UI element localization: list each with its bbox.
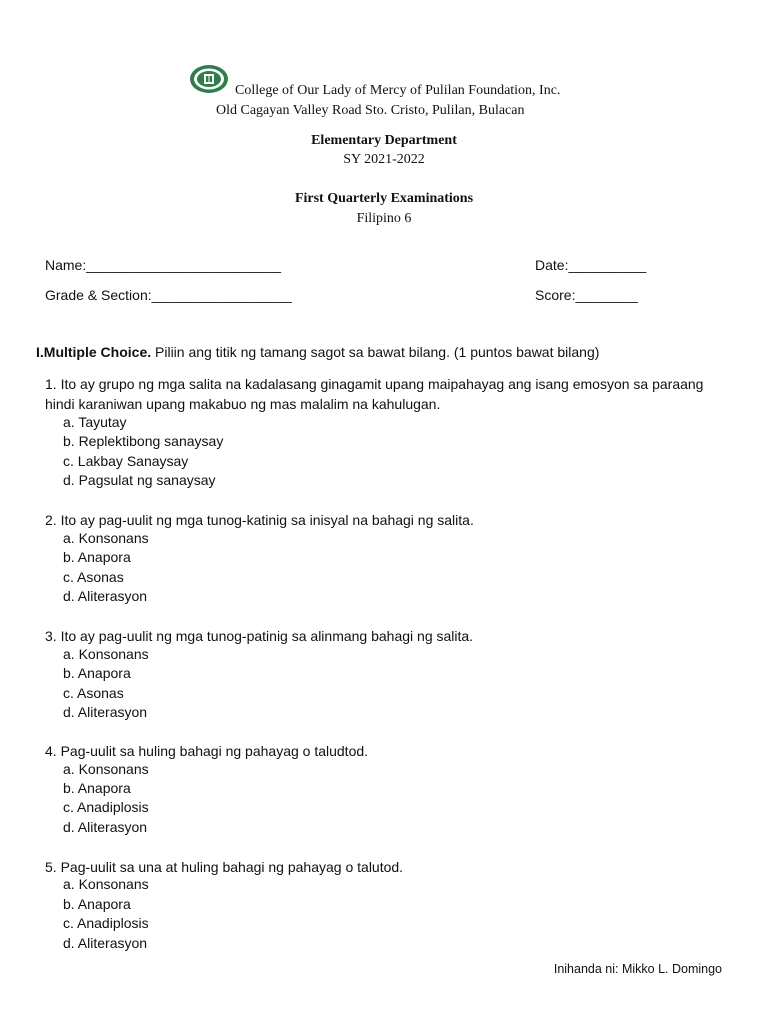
question-number: 5. [45,859,57,875]
question-text: Ito ay pag-uulit ng mga tunog-patinig sa alinmang bahagi ng salita. [56,628,474,644]
instructions-heading: I.Multiple Choice. [36,344,152,360]
option[interactable]: c. Asonas [63,685,124,701]
score-field[interactable]: Score:________ [535,287,638,303]
option[interactable]: a. Tayutay [63,414,127,430]
question-5 [45,857,735,877]
date-field[interactable]: Date:__________ [535,257,647,273]
school-year: SY 2021-2022 [343,152,425,167]
option[interactable]: b. Anapora [63,665,131,681]
instructions [36,344,599,360]
option[interactable]: d. Aliterasyon [63,819,148,835]
option[interactable]: c. Asonas [63,569,124,585]
subject: Filipino 6 [356,211,412,226]
school-name: College of Our Lady of Mercy of Pulilan Foundation, Inc. [235,83,561,98]
name-field[interactable]: Name:_________________________ [45,257,281,273]
question-2 [45,510,735,530]
option[interactable]: d. Aliterasyon [63,935,148,951]
option[interactable]: c. Lakbay Sanaysay [63,453,189,469]
instructions-text: Piliin ang titik ng tamang sagot sa bawat bilang. (1 puntos bawat bilang) [151,344,600,360]
department: Elementary Department [311,133,457,148]
question-number: 4. [45,743,57,759]
question-number: 1. [45,376,57,392]
option[interactable]: d. Aliterasyon [63,588,148,604]
question-3 [45,626,735,646]
grade-section-field[interactable]: Grade & Section:__________________ [45,287,292,303]
prepared-by: Inihanda ni: Mikko L. Domingo [553,962,722,976]
question-text: Ito ay grupo ng mga salita na kadalasang ginagamit upang maipahayag ang isang emosyon sa paraang hindi karaniwan upang makabuo ng mas malalim na kahulugan. [45,376,704,412]
school-logo [189,64,229,94]
option[interactable]: c. Anadiplosis [63,799,149,815]
option[interactable]: b. Replektibong sanaysay [63,433,224,449]
school-address: Old Cagayan Valley Road Sto. Cristo, Pulilan, Bulacan [216,103,525,118]
option[interactable]: a. Konsonans [63,646,149,662]
option[interactable]: a. Konsonans [63,761,149,777]
question-number: 3. [45,628,57,644]
option[interactable]: b. Anapora [63,549,131,565]
question-text: Ito ay pag-uulit ng mga tunog-katinig sa inisyal na bahagi ng salita. [56,512,474,528]
question-text: Pag-uulit sa huling bahagi ng pahayag o taludtod. [56,743,369,759]
question-text: Pag-uulit sa una at huling bahagi ng pahayag o talutod. [56,859,404,875]
option[interactable]: d. Pagsulat ng sanaysay [63,472,216,488]
option[interactable]: c. Anadiplosis [63,915,149,931]
question-number: 2. [45,512,57,528]
option[interactable]: b. Anapora [63,780,131,796]
question-4 [45,741,735,761]
option[interactable]: b. Anapora [63,896,131,912]
option[interactable]: a. Konsonans [63,530,149,546]
option[interactable]: a. Konsonans [63,876,149,892]
question-1 [45,374,735,414]
exam-title: First Quarterly Examinations [294,191,474,206]
option[interactable]: d. Aliterasyon [63,704,148,720]
